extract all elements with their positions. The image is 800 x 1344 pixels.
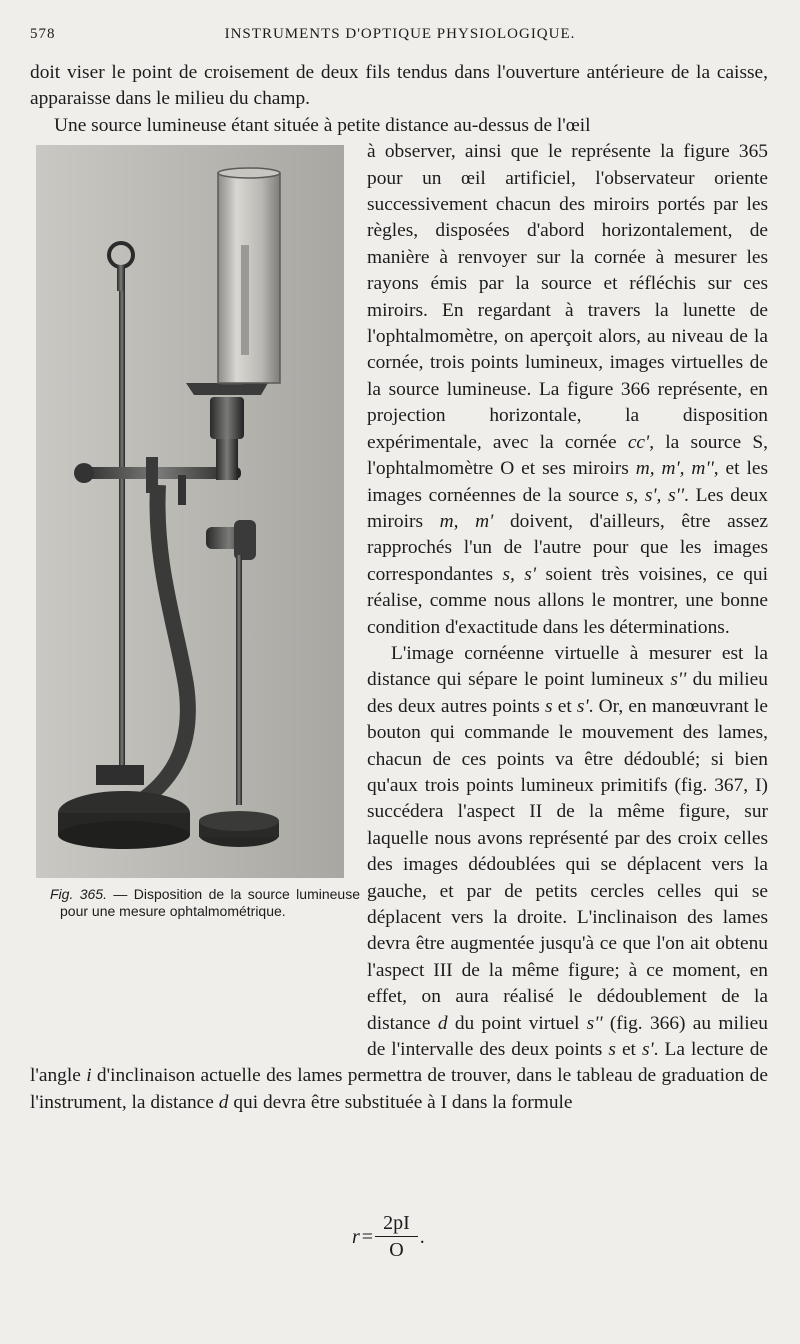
p1-text-c: , et les images cornéennes de la source [367,458,768,506]
running-head [30,26,770,52]
p2-text-a: L'image cornéenne virtuelle à mesurer est la distance qui sépare le point lumineux [367,642,768,691]
p1-text-b: , la source S, l'ophtalmomètre O et ses miroirs [367,431,769,480]
figure-caption [50,886,360,920]
formula [352,1212,425,1262]
figure-label: Fig. 365. [50,886,107,903]
figure-365 [30,145,360,1040]
body-text [30,60,768,1116]
p2-point-s2b: s'' [586,1012,603,1034]
p2-and-2: et [621,1039,636,1061]
lamp-stand-illustration [36,145,344,878]
p2-text-j: qui devra être substituée à I dans la formule [233,1091,573,1113]
formula-end: . [419,1225,425,1248]
formula-equals: = [361,1225,374,1248]
p2-text-b: du milieu des deux autres points [367,669,768,717]
opening-paragraph: doit viser le point de croisement de deux fils tendus dans l'ouverture antérieure de la caisse, apparaisse dans le milieu du champ. [30,62,768,110]
figure-photo [36,145,344,878]
p2-text-c: . Or, en manœuvrant le bouton qui commande le mouvement des lames, chacun de ces points va être dédoublé; si bien qu'aux trois points lumineux primitifs (fig. 367, I) succédera l'aspect II de la même figure, sur laquelle nous avons représenté par des croix celles des images dédoublées qui se déplacent vers la gauche, et par de petits cercles celles qui se déplacent vers la droite. L'inclinaison des lames devra être augmentée jusqu'à ce que l'on ait obtenu l'aspect III de la même figure; à ce moment, en effet, on aura réalisé le dédoublement de la distance [367,695,768,1034]
p1-text-e: doivent, d'ailleurs, être assez rapprochés l'un de l'autre pour que les images correspondantes [367,510,768,585]
p2-distance-d: d [437,1012,448,1034]
formula-denominator: O [389,1239,404,1261]
p2-angle-i: i [86,1065,92,1087]
p1-cornea-label: cc' [627,431,650,453]
p2-point-s1b: s' [641,1039,654,1061]
p2-point-s: s [545,695,553,717]
p2-point-sb: s [608,1039,616,1061]
p2-point-s2: s'' [670,669,687,691]
paragraph-1-first-line: Une source lumineuse étant située à petite distance au-dessus de l'œil [54,114,591,136]
p1-text-d: . Les deux miroirs [367,484,768,532]
p2-text-h: d'inclinaison actuelle des lames permettra de trouver, dans le tableau de graduation de l'instrument, la distance [30,1065,768,1113]
p2-distance-d2: d [218,1091,229,1113]
p2-text-e: du point virtuel [454,1012,580,1034]
p1-two-mirrors-label: m, m' [439,510,494,532]
figure-caption-text: — Disposition de la source lumineuse pour une mesure ophtalmométrique. [60,886,360,920]
p1-images-label: s, s', s'' [625,484,684,506]
p2-text-f: (fig. 366) au milieu de l'intervalle des deux points [367,1012,768,1061]
p1-text-f: soient très voisines, ce qui réalise, comme nous allons le montrer, une bonne condition d'exactitude dans les déterminations. [367,563,768,638]
p1-mirrors-label: m, m', m'' [635,458,714,480]
formula-lhs: r [352,1225,360,1248]
p2-and: et [557,695,572,717]
page-number: 578 [30,26,56,42]
p1-text-a: à observer, ainsi que le représente la figure 365 pour un œil artificiel, l'observateur oriente successivement chacun des miroirs portés par les règles, disposées d'abord horizontalement, de manière à renvoyer sur la cornée à mesurer les rayons émis par la source et réfléchis sur ces miroirs. En regardant à travers la lunette de l'ophtalmomètre, on aperçoit alors, au niveau de la cornée, trois points lumineux, images virtuelles de la source lumineuse. La figure 366 représente, en projection horizontale, la disposition expérimentale, avec la cornée [367,141,768,453]
running-title: INSTRUMENTS D'OPTIQUE PHYSIOLOGIQUE. [224,26,576,42]
p2-point-s1: s' [576,695,589,717]
p1-images-ss-label: s, s' [502,563,536,585]
formula-numerator: 2pI [375,1212,418,1237]
p2-text-g: . La lecture de l'angle [30,1039,769,1087]
formula-fraction [375,1212,418,1262]
